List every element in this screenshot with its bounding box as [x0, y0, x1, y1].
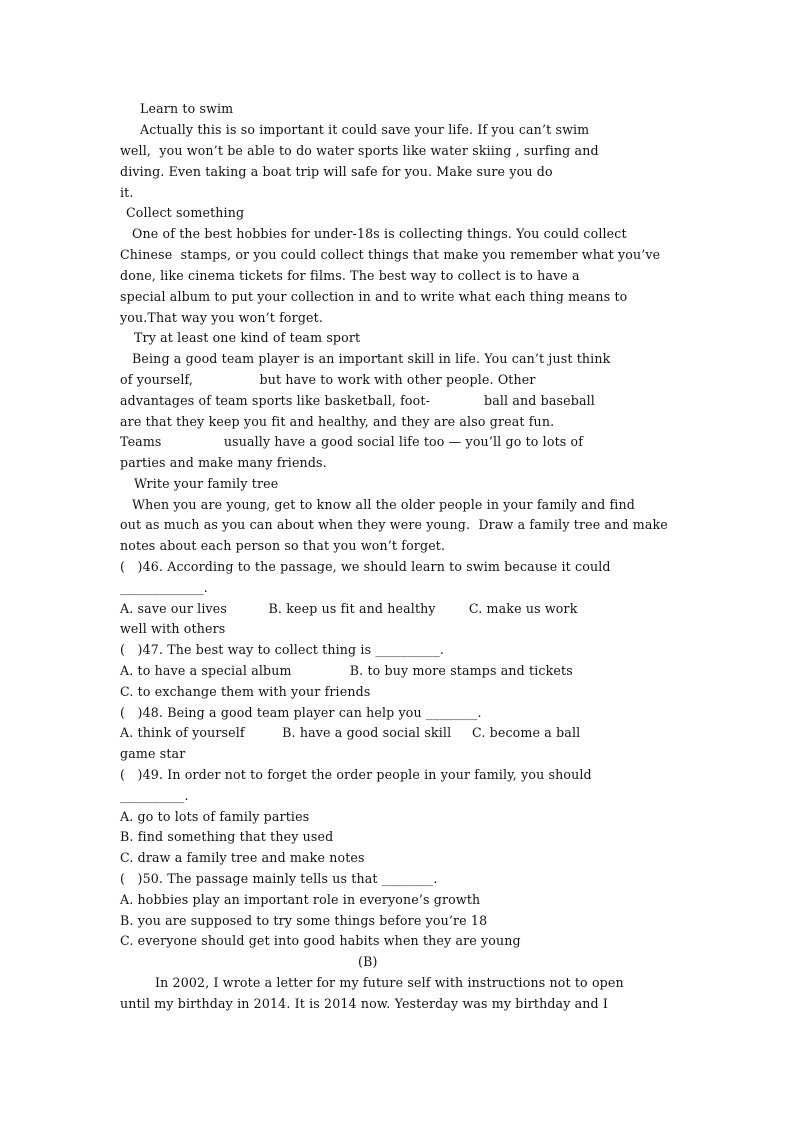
- question-46-options: A. save our lives B. keep us fit and healthy C. make us work: [120, 601, 578, 616]
- section-heading-team-sport: Try at least one kind of team sport: [134, 330, 361, 345]
- passage-line: Being a good team player is an important skill in life. You can’t just think: [132, 351, 611, 366]
- passage-line: diving. Even taking a boat trip will safe for you. Make sure you do: [120, 164, 553, 179]
- passage-line: it.: [120, 185, 134, 200]
- question-49: ( )49. In order not to forget the order people in your family, you should: [120, 767, 592, 782]
- passage-line: One of the best hobbies for under-18s is collecting things. You could collect: [132, 226, 627, 241]
- question-48-options: A. think of yourself B. have a good social skill C. become a ball: [120, 725, 581, 740]
- question-47: ( )47. The best way to collect thing is __________.: [120, 642, 444, 657]
- passage-line: you.That way you won’t forget.: [120, 310, 323, 325]
- passage-line: until my birthday in 2014. It is 2014 now. Yesterday was my birthday and I: [120, 996, 609, 1011]
- question-47-option: C. to exchange them with your friends: [120, 684, 371, 699]
- passage-line: out as much as you can about when they were young. Draw a family tree and make: [120, 517, 668, 532]
- question-49-option: A. go to lots of family parties: [120, 809, 310, 824]
- passage-line: Chinese stamps, or you could collect things that make you remember what you’ve: [120, 247, 661, 262]
- answer-blank: _____________.: [120, 580, 208, 595]
- passage-line: of yourself, but have to work with other people. Other: [120, 372, 536, 387]
- passage-line: When you are young, get to know all the older people in your family and find: [132, 497, 635, 512]
- passage-line: parties and make many friends.: [120, 455, 327, 470]
- question-50-option: A. hobbies play an important role in everyone’s growth: [120, 892, 481, 907]
- question-48: ( )48. Being a good team player can help you ________.: [120, 705, 482, 720]
- passage-line: notes about each person so that you won’t forget.: [120, 538, 446, 553]
- question-50-option: B. you are supposed to try some things before you’re 18: [120, 913, 488, 928]
- question-46-options: well with others: [120, 621, 226, 636]
- section-heading-learn-to-swim: Learn to swim: [140, 101, 234, 116]
- question-48-options: game star: [120, 746, 186, 761]
- section-heading-family-tree: Write your family tree: [134, 476, 279, 491]
- question-46: ( )46. According to the passage, we should learn to swim because it could: [120, 559, 611, 574]
- passage-line: special album to put your collection in and to write what each thing means to: [120, 289, 628, 304]
- question-49-option: B. find something that they used: [120, 829, 334, 844]
- passage-line: Teams usually have a good social life too — you’ll go to lots of: [120, 434, 584, 449]
- question-47-option: A. to have a special album B. to buy more stamps and tickets: [120, 663, 573, 678]
- passage-line: well, you won’t be able to do water sports like water skiing , surfing and: [120, 143, 599, 158]
- passage-line: Actually this is so important it could save your life. If you can’t swim: [140, 122, 590, 137]
- passage-line: advantages of team sports like basketball, foot- ball and baseball: [120, 393, 595, 408]
- section-heading-collect-something: Collect something: [126, 205, 245, 220]
- answer-blank: __________.: [120, 788, 189, 803]
- question-49-option: C. draw a family tree and make notes: [120, 850, 365, 865]
- question-50: ( )50. The passage mainly tells us that ________.: [120, 871, 438, 886]
- question-50-option: C. everyone should get into good habits when they are young: [120, 933, 521, 948]
- passage-line: are that they keep you fit and healthy, and they are also great fun.: [120, 414, 555, 429]
- passage-line: done, like cinema tickets for films. The best way to collect is to have a: [120, 268, 580, 283]
- passage-line: In 2002, I wrote a letter for my future self with instructions not to open: [155, 975, 624, 990]
- passage-b-label: (B): [358, 954, 378, 969]
